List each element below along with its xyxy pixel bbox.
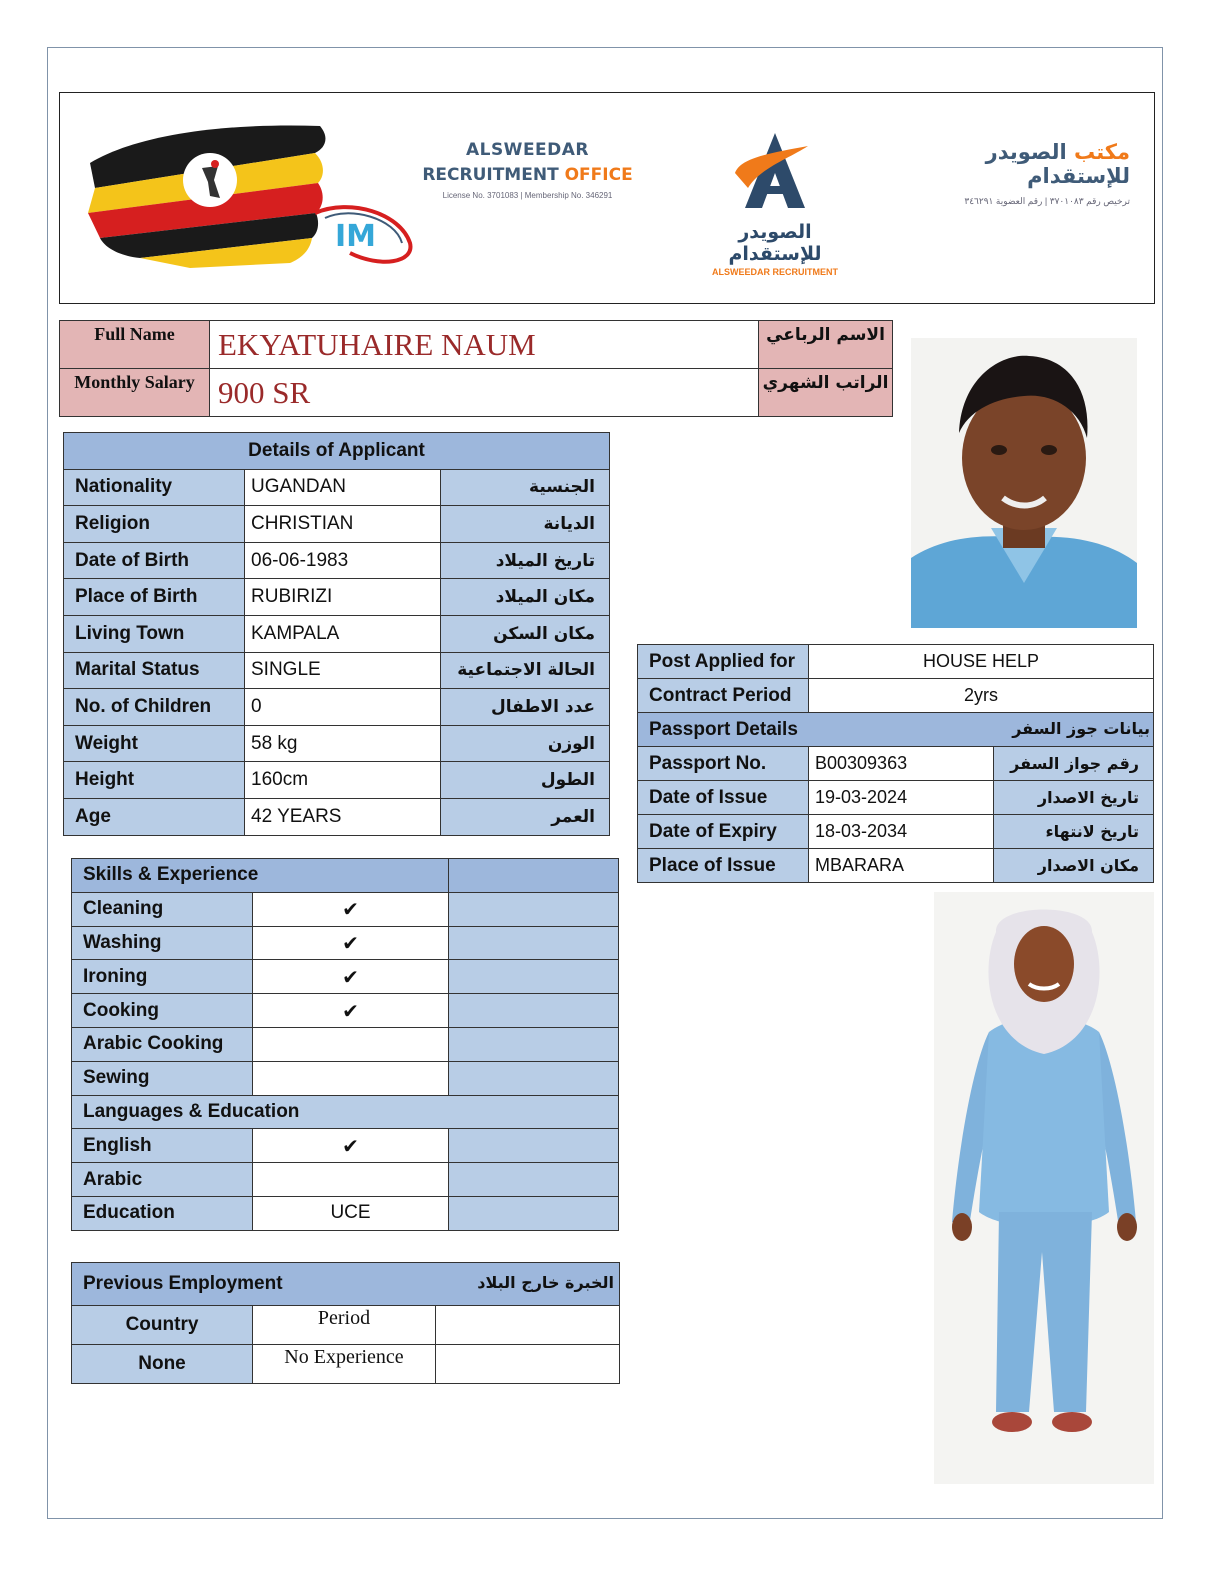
place-of-birth-arabic-label: مكان الميلاد [441, 579, 610, 616]
post-applied-value: HOUSE HELP [809, 645, 1154, 679]
salary-row [60, 369, 893, 417]
passport-header-row [638, 713, 1154, 747]
brand-name: ALSWEEDAR [465, 140, 590, 160]
children-value: 0 [245, 689, 441, 726]
living-town-arabic-label: مكان السكن [441, 615, 610, 652]
table-row [64, 725, 610, 762]
date-of-issue-label: Date of Issue [638, 781, 809, 815]
cooking-extra [449, 994, 619, 1028]
living-town-value: KAMPALA [245, 615, 441, 652]
education-extra [449, 1196, 619, 1230]
table-row [638, 747, 1154, 781]
period-column-label: Period [253, 1306, 436, 1345]
passport-no-value: B00309363 [809, 747, 994, 781]
place-of-issue-arabic-label: مكان الاصدار [994, 849, 1154, 883]
table-row [72, 1027, 619, 1061]
table-row [64, 469, 610, 506]
weight-value: 58 kg [245, 725, 441, 762]
arabic-check [253, 1163, 449, 1197]
dob-arabic-label: تاريخ الميلاد [441, 542, 610, 579]
logo-arabic-name: الصويدر للإستقدام [728, 221, 822, 265]
table-row [64, 762, 610, 799]
sewing-check [253, 1061, 449, 1095]
date-of-issue-value: 19-03-2024 [809, 781, 994, 815]
education-label: Education [72, 1196, 253, 1230]
cleaning-check: ✔ [253, 892, 449, 926]
ironing-check: ✔ [253, 960, 449, 994]
table-row [72, 994, 619, 1028]
name-salary-table [59, 320, 893, 417]
languages-title: Languages & Education [72, 1095, 619, 1129]
english-extra [449, 1129, 619, 1163]
place-of-issue-value: MBARARA [809, 849, 994, 883]
washing-extra [449, 926, 619, 960]
country-column-label: Country [72, 1306, 253, 1345]
ironing-label: Ironing [72, 960, 253, 994]
table-row [72, 1196, 619, 1230]
previous-title-cell [72, 1263, 620, 1306]
table-row [638, 849, 1154, 883]
height-label: Height [64, 762, 245, 799]
post-passport-table [637, 644, 1154, 883]
passport-title: Passport Details [649, 718, 798, 740]
passport-no-label: Passport No. [638, 747, 809, 781]
sewing-extra [449, 1061, 619, 1095]
arabic-cooking-check [253, 1027, 449, 1061]
details-table [63, 432, 610, 836]
table-row [638, 645, 1154, 679]
arabic-label: Arabic [72, 1163, 253, 1197]
contract-period-label: Contract Period [638, 679, 809, 713]
sewing-label: Sewing [72, 1061, 253, 1095]
place-of-birth-value: RUBIRIZI [245, 579, 441, 616]
logo-english-name: ALSWEEDAR RECRUITMENT [712, 267, 838, 277]
living-town-label: Living Town [64, 615, 245, 652]
date-of-issue-arabic-label: تاريخ الاصدار [994, 781, 1154, 815]
brand-arabic-name: الصويدر للإستقدام [985, 140, 1130, 188]
nationality-label: Nationality [64, 469, 245, 506]
previous-header-row [72, 1263, 620, 1306]
previous-title: Previous Employment [83, 1273, 283, 1294]
brand-arabic-office: مكتب [1073, 140, 1130, 164]
dob-value: 06-06-1983 [245, 542, 441, 579]
table-row [638, 815, 1154, 849]
skills-header-row [72, 859, 619, 893]
arabic-cooking-extra [449, 1027, 619, 1061]
period-value: No Experience [253, 1345, 436, 1384]
full-name-arabic-label: الاسم الرباعي [759, 321, 893, 369]
arabic-cooking-label: Arabic Cooking [72, 1027, 253, 1061]
table-row [64, 689, 610, 726]
children-arabic-label: عدد الاطفال [441, 689, 610, 726]
monthly-salary-value: 900 SR [210, 369, 759, 417]
age-label: Age [64, 798, 245, 835]
im-badge-text: IM [335, 219, 377, 254]
portrait-photo [911, 338, 1137, 628]
passport-title-arabic: بيانات جوز السفر [1012, 718, 1150, 738]
washing-label: Washing [72, 926, 253, 960]
table-row [72, 1163, 619, 1197]
country-value: None [72, 1345, 253, 1384]
brand-office: OFFICE [564, 165, 633, 185]
brand-english [420, 140, 635, 200]
table-row [638, 781, 1154, 815]
place-of-birth-label: Place of Birth [64, 579, 245, 616]
marital-status-label: Marital Status [64, 652, 245, 689]
nationality-value: UGANDAN [245, 469, 441, 506]
brand-arabic-title [885, 140, 1130, 188]
table-row [72, 1129, 619, 1163]
skills-header-blank [449, 859, 619, 893]
weight-label: Weight [64, 725, 245, 762]
weight-arabic-label: الوزن [441, 725, 610, 762]
marital-status-value: SINGLE [245, 652, 441, 689]
cleaning-label: Cleaning [72, 892, 253, 926]
uganda-flag-logo [80, 118, 420, 273]
contract-period-value: 2yrs [809, 679, 1154, 713]
full-body-photo [934, 892, 1154, 1484]
previous-extra-cell [436, 1345, 620, 1384]
table-row [72, 960, 619, 994]
brand-arabic-license: ترخيص رقم ٣٧٠١٠٨٣ | رقم العضوية ٣٤٦٢٩١ [964, 196, 1130, 206]
table-row [64, 615, 610, 652]
previous-title-arabic: الخبرة خارج البلاد [477, 1273, 614, 1292]
previous-extra-cell [436, 1306, 620, 1345]
marital-status-arabic-label: الحالة الاجتماعية [441, 652, 610, 689]
details-header-row [64, 433, 610, 470]
education-value: UCE [253, 1196, 449, 1230]
table-row [64, 506, 610, 543]
date-of-expiry-arabic-label: تاريخ لانتهاء [994, 815, 1154, 849]
table-row [64, 579, 610, 616]
arabic-extra [449, 1163, 619, 1197]
nationality-arabic-label: الجنسية [441, 469, 610, 506]
cooking-label: Cooking [72, 994, 253, 1028]
height-value: 160cm [245, 762, 441, 799]
table-row [72, 1061, 619, 1095]
english-label: English [72, 1129, 253, 1163]
table-row [72, 926, 619, 960]
table-row [72, 1306, 620, 1345]
full-name-row [60, 321, 893, 369]
table-row [64, 542, 610, 579]
dob-label: Date of Birth [64, 542, 245, 579]
ironing-extra [449, 960, 619, 994]
skills-title: Skills & Experience [72, 859, 449, 893]
english-check: ✔ [253, 1129, 449, 1163]
table-row [64, 798, 610, 835]
alsweedar-a-logo [690, 128, 860, 277]
passport-no-arabic-label: رقم جواز السفر [994, 747, 1154, 781]
table-row [64, 652, 610, 689]
brand-arabic [885, 140, 1130, 207]
age-value: 42 YEARS [245, 798, 441, 835]
date-of-expiry-label: Date of Expiry [638, 815, 809, 849]
table-row [72, 892, 619, 926]
license-text: License No. 3701083 | Membership No. 346291 [442, 191, 613, 200]
height-arabic-label: الطول [441, 762, 610, 799]
skills-table [71, 858, 619, 1231]
children-label: No. of Children [64, 689, 245, 726]
table-row [638, 679, 1154, 713]
details-title: Details of Applicant [64, 433, 610, 470]
monthly-salary-label: Monthly Salary [60, 369, 210, 417]
full-name-label: Full Name [60, 321, 210, 369]
age-arabic-label: العمر [441, 798, 610, 835]
brand-subtitle [420, 165, 635, 185]
previous-employment-table [71, 1262, 620, 1384]
full-name-value: EKYATUHAIRE NAUM [210, 321, 759, 369]
date-of-expiry-value: 18-03-2034 [809, 815, 994, 849]
religion-value: CHRISTIAN [245, 506, 441, 543]
passport-title-cell [638, 713, 1154, 747]
religion-label: Religion [64, 506, 245, 543]
brand-recruitment: RECRUITMENT [422, 165, 559, 185]
table-row [72, 1345, 620, 1384]
place-of-issue-label: Place of Issue [638, 849, 809, 883]
cleaning-extra [449, 892, 619, 926]
languages-header-row [72, 1095, 619, 1129]
washing-check: ✔ [253, 926, 449, 960]
monthly-salary-arabic-label: الراتب الشهري [759, 369, 893, 417]
post-applied-label: Post Applied for [638, 645, 809, 679]
religion-arabic-label: الديانة [441, 506, 610, 543]
cooking-check: ✔ [253, 994, 449, 1028]
